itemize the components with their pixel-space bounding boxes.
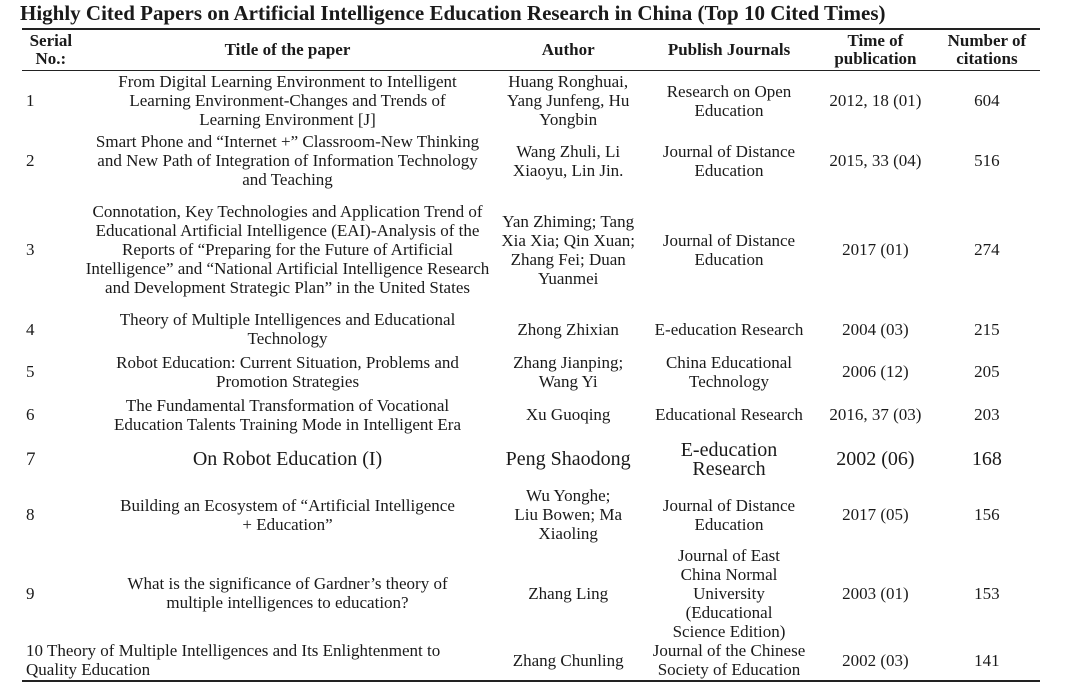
time-header-line1: Time of	[847, 31, 904, 50]
table-row	[22, 309, 1040, 350]
time-cell: 2016, 37 (03)	[829, 405, 922, 424]
author-cell: Huang Ronghuai, Yang Junfeng, Hu Yongbin	[506, 72, 630, 130]
journal-cell: Research on Open Education	[666, 81, 792, 120]
title-cell: Building an Ecosystem of “Artificial Intelligence + Education”	[120, 495, 455, 534]
citations-cell: 516	[974, 151, 1000, 170]
title-cell: Connotation, Key Technologies and Application Trend of Educational Artificial Intelligence (EAI)-Analysis of the Reports of “Preparing for the Future of Artificial Intelligence” and “National Artificial Intelligence Research and Development Strategic Plan” in the United States	[85, 202, 490, 297]
citations-table	[22, 28, 1040, 682]
table-row	[22, 484, 1040, 546]
citations-cell: 274	[974, 240, 1000, 259]
journal-cell: Journal of Distance Education	[662, 141, 796, 180]
title-cell: Robot Education: Current Situation, Problems and Promotion Strategies	[116, 352, 459, 391]
citations-cell: 168	[971, 448, 1002, 470]
author-cell: Wu Yonghe; Liu Bowen; Ma Xiaoling	[514, 486, 622, 543]
citations-header	[934, 29, 1040, 71]
serial-cell: 1	[26, 91, 35, 111]
citations-header-line1: Number of	[947, 31, 1027, 50]
time-cell: 2015, 33 (04)	[829, 151, 922, 170]
serial-cell: 9	[26, 583, 35, 603]
journal-cell: Journal of the Chinese Society of Education	[652, 641, 806, 679]
title-cell: The Fundamental Transformation of Vocational Education Talents Training Mode in Intelligent Era	[114, 395, 461, 434]
time-cell: 2004 (03)	[842, 319, 909, 339]
serial-title-cell	[22, 641, 495, 681]
serial-cell: 6	[26, 405, 35, 424]
journal-cell: Journal of Distance Education	[662, 230, 796, 269]
header-row	[22, 29, 1040, 71]
citations-cell: 156	[974, 505, 1000, 524]
title-cell: On Robot Education (I)	[192, 448, 383, 470]
title-cell: What is the significance of Gardner’s theory of multiple intelligences to education?	[127, 574, 448, 612]
citations-header-line2: citations	[956, 49, 1018, 68]
journal-cell: Journal of East China Normal University (Educational Science Edition)	[672, 545, 786, 641]
time-cell: 2002 (03)	[842, 650, 909, 670]
journal-header: Publish Journals	[667, 40, 791, 59]
title-cell: From Digital Learning Environment to Intelligent Learning Environment-Changes and Trends of Learning Environment [J]	[118, 72, 457, 130]
table-row	[22, 71, 1040, 131]
journal-cell: E-education Research	[654, 319, 804, 339]
author-cell: Zhang Jianping; Wang Yi	[513, 352, 624, 391]
author-header: Author	[541, 40, 595, 59]
serial-cell: 3	[26, 240, 35, 259]
author-cell: Wang Zhuli, Li Xiaoyu, Lin Jin.	[512, 141, 624, 180]
table-row	[22, 131, 1040, 191]
title-header: Title of the paper	[224, 40, 351, 59]
citations-cell: 215	[974, 319, 1000, 339]
serial-header	[22, 29, 80, 71]
citations-cell: 205	[974, 362, 1000, 381]
table-row	[22, 350, 1040, 394]
table-caption: Highly Cited Papers on Artificial Intelligence Education Research in China (Top 10 Cited Times)	[20, 1, 886, 25]
serial-cell: 2	[26, 151, 35, 170]
journal-cell: China Educational Technology	[665, 352, 793, 391]
title-cell: Theory of Multiple Intelligences and Educational Technology	[119, 310, 456, 348]
author-cell: Zhang Chunling	[512, 650, 624, 670]
serial-cell: 4	[26, 319, 35, 339]
serial-cell: 8	[26, 505, 35, 524]
time-cell: 2017 (05)	[842, 505, 909, 524]
time-header-line2: publication	[834, 49, 917, 68]
time-cell: 2012, 18 (01)	[829, 91, 922, 111]
time-cell: 2006 (12)	[842, 362, 909, 381]
author-cell: Xu Guoqing	[525, 405, 611, 424]
serial-header-line2: No.:	[35, 49, 67, 68]
title-cell: Theory of Multiple Intelligences and Its Enlightenment to Quality Education	[26, 641, 441, 679]
serial-cell: 10	[26, 641, 43, 660]
table-row	[22, 546, 1040, 641]
serial-cell: 7	[26, 449, 36, 470]
table-row	[22, 436, 1040, 484]
serial-header-line1: Serial	[29, 31, 73, 50]
journal-cell: Educational Research	[655, 405, 803, 424]
citations-cell: 153	[974, 583, 1000, 603]
citations-cell: 141	[974, 650, 1000, 670]
author-cell: Yan Zhiming; Tang Xia Xia; Qin Xuan; Zhang Fei; Duan Yuanmei	[501, 211, 635, 288]
author-cell: Zhang Ling	[528, 583, 609, 603]
table-row	[22, 191, 1040, 309]
citations-cell: 203	[974, 405, 1000, 424]
journal-cell: Journal of Distance Education	[662, 495, 796, 534]
title-cell: Smart Phone and “Internet +” Classroom-New Thinking and New Path of Integration of Information Technology and Teaching	[95, 132, 480, 189]
serial-cell: 5	[26, 362, 35, 381]
time-cell: 2002 (06)	[836, 448, 915, 470]
author-cell: Zhong Zhixian	[517, 319, 619, 339]
time-cell: 2017 (01)	[842, 240, 909, 259]
citations-cell: 604	[974, 91, 1000, 111]
time-cell: 2003 (01)	[842, 583, 909, 603]
table-row	[22, 641, 1040, 681]
journal-cell: E-education Research	[680, 438, 778, 480]
time-header	[817, 29, 934, 71]
table-row	[22, 394, 1040, 436]
author-cell: Peng Shaodong	[505, 448, 631, 470]
